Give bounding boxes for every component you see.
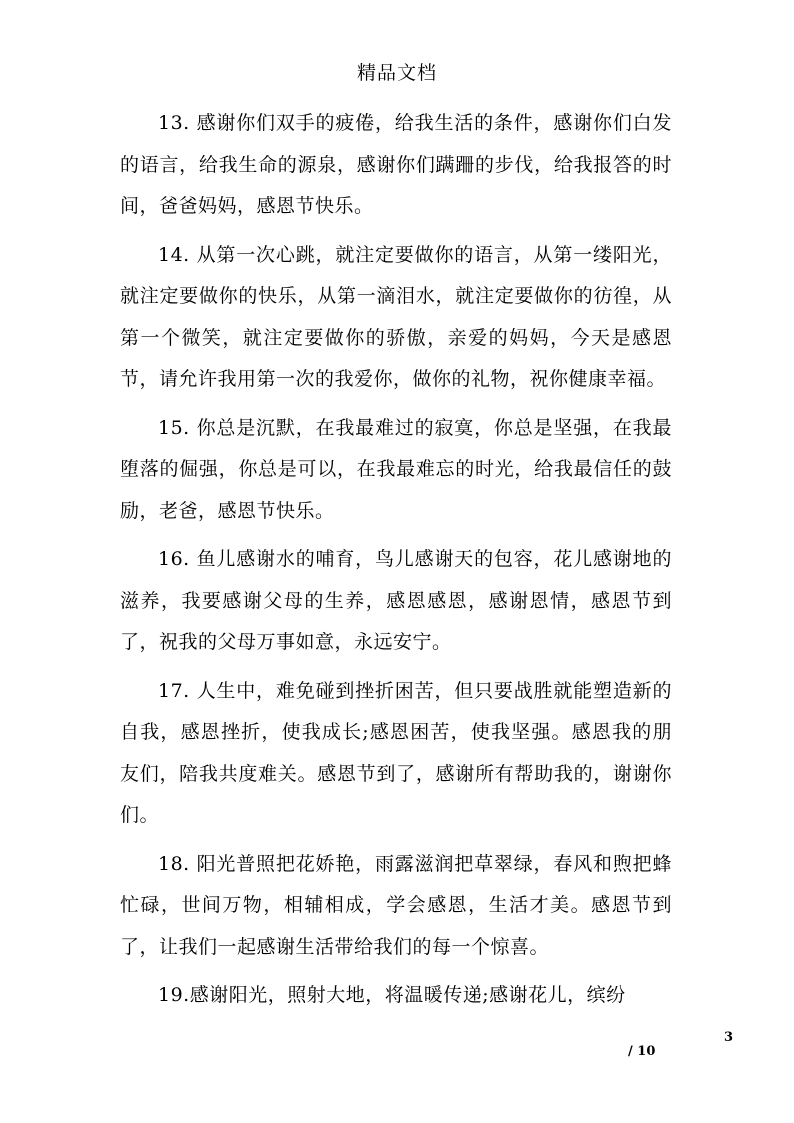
paragraph-15: 15. 你总是沉默，在我最难过的寂寞，你总是坚强，在我最堕落的倔强，你总是可以，在我最难忘的时光，给我最信任的鼓励，老爸，感恩节快乐。 bbox=[120, 416, 672, 522]
paragraph-16: 16. 鱼儿感谢水的哺育，鸟儿感谢天的包容，花儿感谢地的滋养，我要感谢父母的生养，感恩感恩，感谢恩情，感恩节到了，祝我的父母万事如意，永远安宁。 bbox=[120, 548, 672, 653]
paragraph-18: 18. 阳光普照把花娇艳，雨露滋润把草翠绿，春风和煦把蜂忙碌，世间万物，相辅相成，学会感恩，生活才美。感恩节到了，让我们一起感谢生活带给我们的每一个惊喜。 bbox=[120, 852, 672, 958]
paragraph-13: 13. 感谢你们双手的疲倦，给我生活的条件，感谢你们白发的语言，给我生命的源泉，感谢你们蹒跚的步伐，给我报答的时间，爸爸妈妈，感恩节快乐。 bbox=[120, 112, 672, 217]
paragraph-17: 17. 人生中，难免碰到挫折困苦，但只要战胜就能塑造新的自我，感恩挫折，使我成长;感恩困苦，使我坚强。感恩我的朋友们，陪我共度难关。感恩节到了，感谢所有帮助我的，谢谢你们。 bbox=[120, 679, 672, 826]
paragraph-14: 14. 从第一次心跳，就注定要做你的语言，从第一缕阳光，就注定要做你的快乐，从第一滴泪水，就注定要做你的彷徨，从第一个微笑，就注定要做你的骄傲，亲爱的妈妈，今天是感恩节，请允许我用第一次的我爱你，做你的礼物，祝你健康幸福。 bbox=[120, 243, 672, 390]
page-header-title: 精品文档 bbox=[356, 62, 437, 84]
page-total: / 10 bbox=[628, 1044, 656, 1059]
page-number: 3 bbox=[724, 1030, 734, 1045]
paragraph-19: 19.感谢阳光，照射大地，将温暖传递;感谢花儿，缤纷 bbox=[158, 984, 626, 1006]
document-body bbox=[120, 103, 672, 1024]
